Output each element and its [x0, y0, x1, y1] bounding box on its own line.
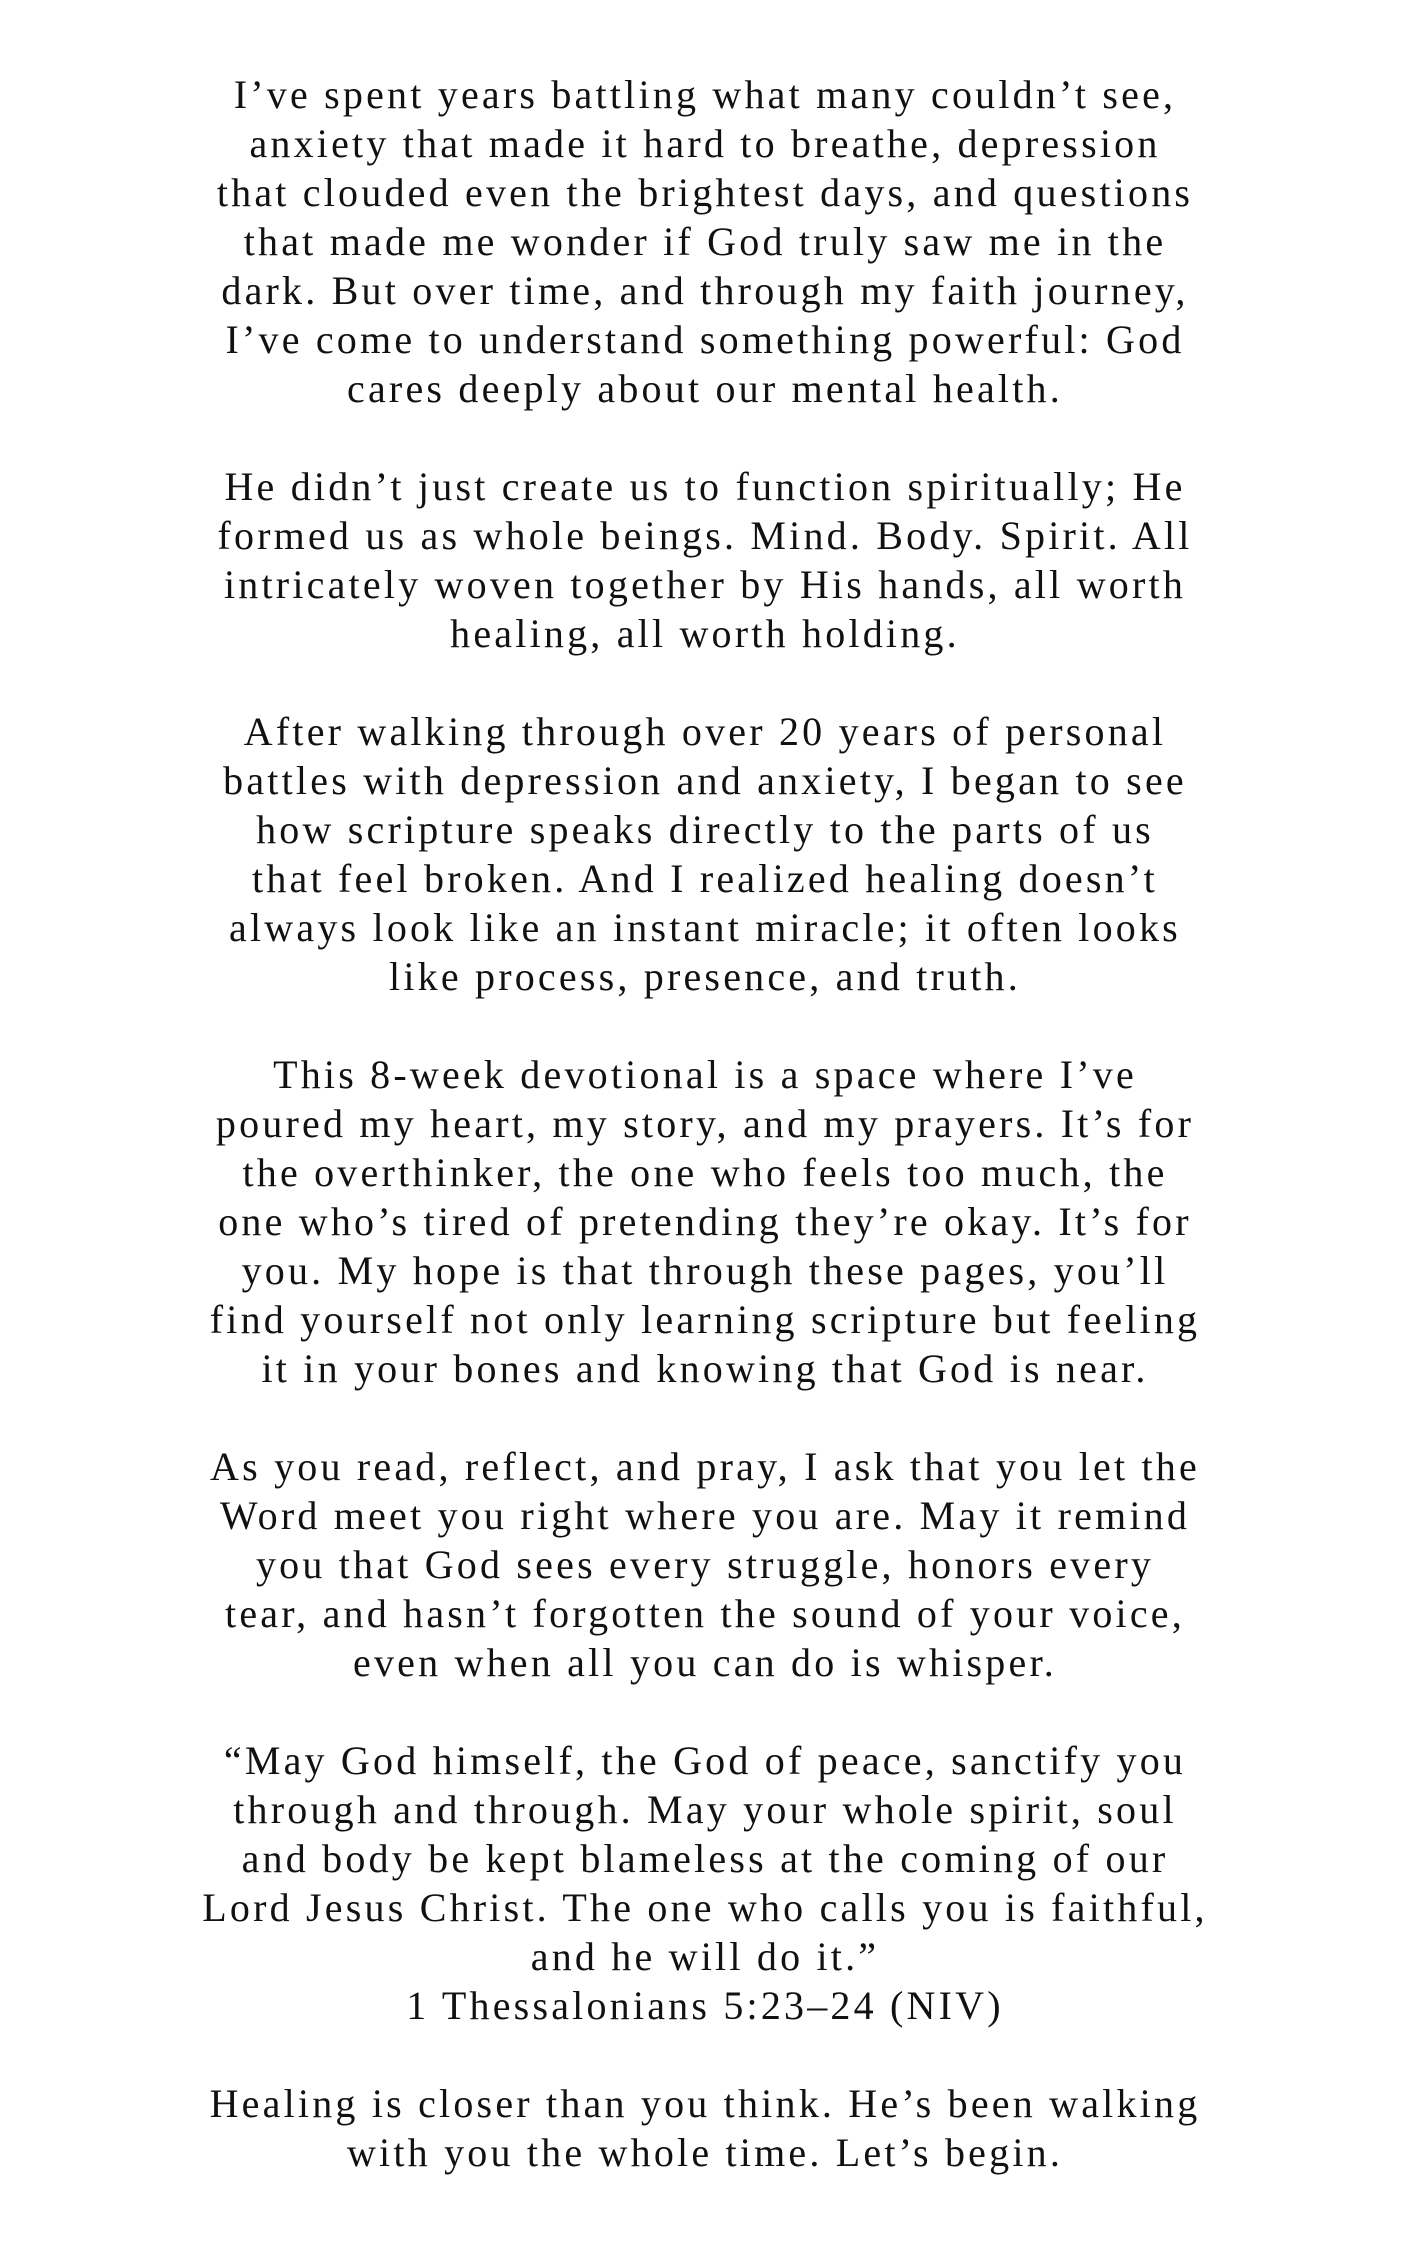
text-line: the overthinker, the one who feels too much, the — [242, 1150, 1168, 1195]
text-line: I’ve come to understand something powerful: God — [225, 317, 1185, 362]
text-line: He didn’t just create us to function spiritually; He — [224, 464, 1186, 509]
text-line: you. My hope is that through these pages, you’ll — [241, 1248, 1169, 1293]
text-line: that clouded even the brightest days, and questions — [216, 170, 1194, 215]
text-line: find yourself not only learning scripture but feeling — [209, 1297, 1201, 1342]
text-line: how scripture speaks directly to the parts of us — [256, 807, 1154, 852]
text-line: This 8-week devotional is a space where I’ve — [273, 1052, 1137, 1097]
text-line: that feel broken. And I realized healing doesn’t — [252, 856, 1158, 901]
quote-citation: 1 Thessalonians 5:23–24 (NIV) — [406, 1983, 1004, 2028]
scripture-quote — [80, 1736, 1330, 2030]
text-line: tear, and hasn’t forgotten the sound of your voice, — [225, 1591, 1185, 1636]
text-line: like process, presence, and truth. — [389, 954, 1021, 999]
intro-paragraph-5 — [80, 1442, 1330, 1687]
text-line: healing, all worth holding. — [450, 611, 960, 656]
text-line: anxiety that made it hard to breathe, depression — [249, 121, 1161, 166]
text-line: dark. But over time, and through my faith journey, — [221, 268, 1189, 313]
intro-paragraph-4 — [80, 1050, 1330, 1393]
text-line: that made me wonder if God truly saw me in the — [243, 219, 1167, 264]
text-line: Healing is closer than you think. He’s been walking — [209, 2081, 1201, 2126]
text-line: As you read, reflect, and pray, I ask that you let the — [210, 1444, 1200, 1489]
closing-paragraph — [80, 2079, 1330, 2177]
text-line: I’ve spent years battling what many couldn’t see, — [233, 72, 1177, 117]
quote-line: Lord Jesus Christ. The one who calls you is faithful, — [202, 1885, 1208, 1930]
quote-line: and he will do it.” — [530, 1934, 880, 1979]
text-line: cares deeply about our mental health. — [347, 366, 1063, 411]
text-line: one who’s tired of pretending they’re okay. It’s for — [218, 1199, 1192, 1244]
text-line: with you the whole time. Let’s begin. — [346, 2130, 1064, 2175]
intro-paragraph-2 — [80, 462, 1330, 658]
intro-paragraph-3 — [80, 707, 1330, 1001]
text-line: formed us as whole beings. Mind. Body. Spirit. All — [217, 513, 1193, 558]
text-line: even when all you can do is whisper. — [353, 1640, 1057, 1685]
text-line: battles with depression and anxiety, I began to see — [223, 758, 1187, 803]
text-line: you that God sees every struggle, honors every — [255, 1542, 1155, 1587]
quote-line: and body be kept blameless at the coming of our — [241, 1836, 1169, 1881]
quote-line: through and through. May your whole spirit, soul — [233, 1787, 1177, 1832]
text-line: intricately woven together by His hands, all worth — [223, 562, 1187, 607]
text-line: always look like an instant miracle; it often looks — [229, 905, 1181, 950]
intro-paragraph-1 — [80, 70, 1330, 413]
text-line: poured my heart, my story, and my prayers. It’s for — [215, 1101, 1195, 1146]
quote-line: “May God himself, the God of peace, sanctify you — [223, 1738, 1187, 1783]
text-line: it in your bones and knowing that God is near. — [261, 1346, 1149, 1391]
text-line: After walking through over 20 years of personal — [243, 709, 1167, 754]
text-line: Word meet you right where you are. May it remind — [219, 1493, 1191, 1538]
